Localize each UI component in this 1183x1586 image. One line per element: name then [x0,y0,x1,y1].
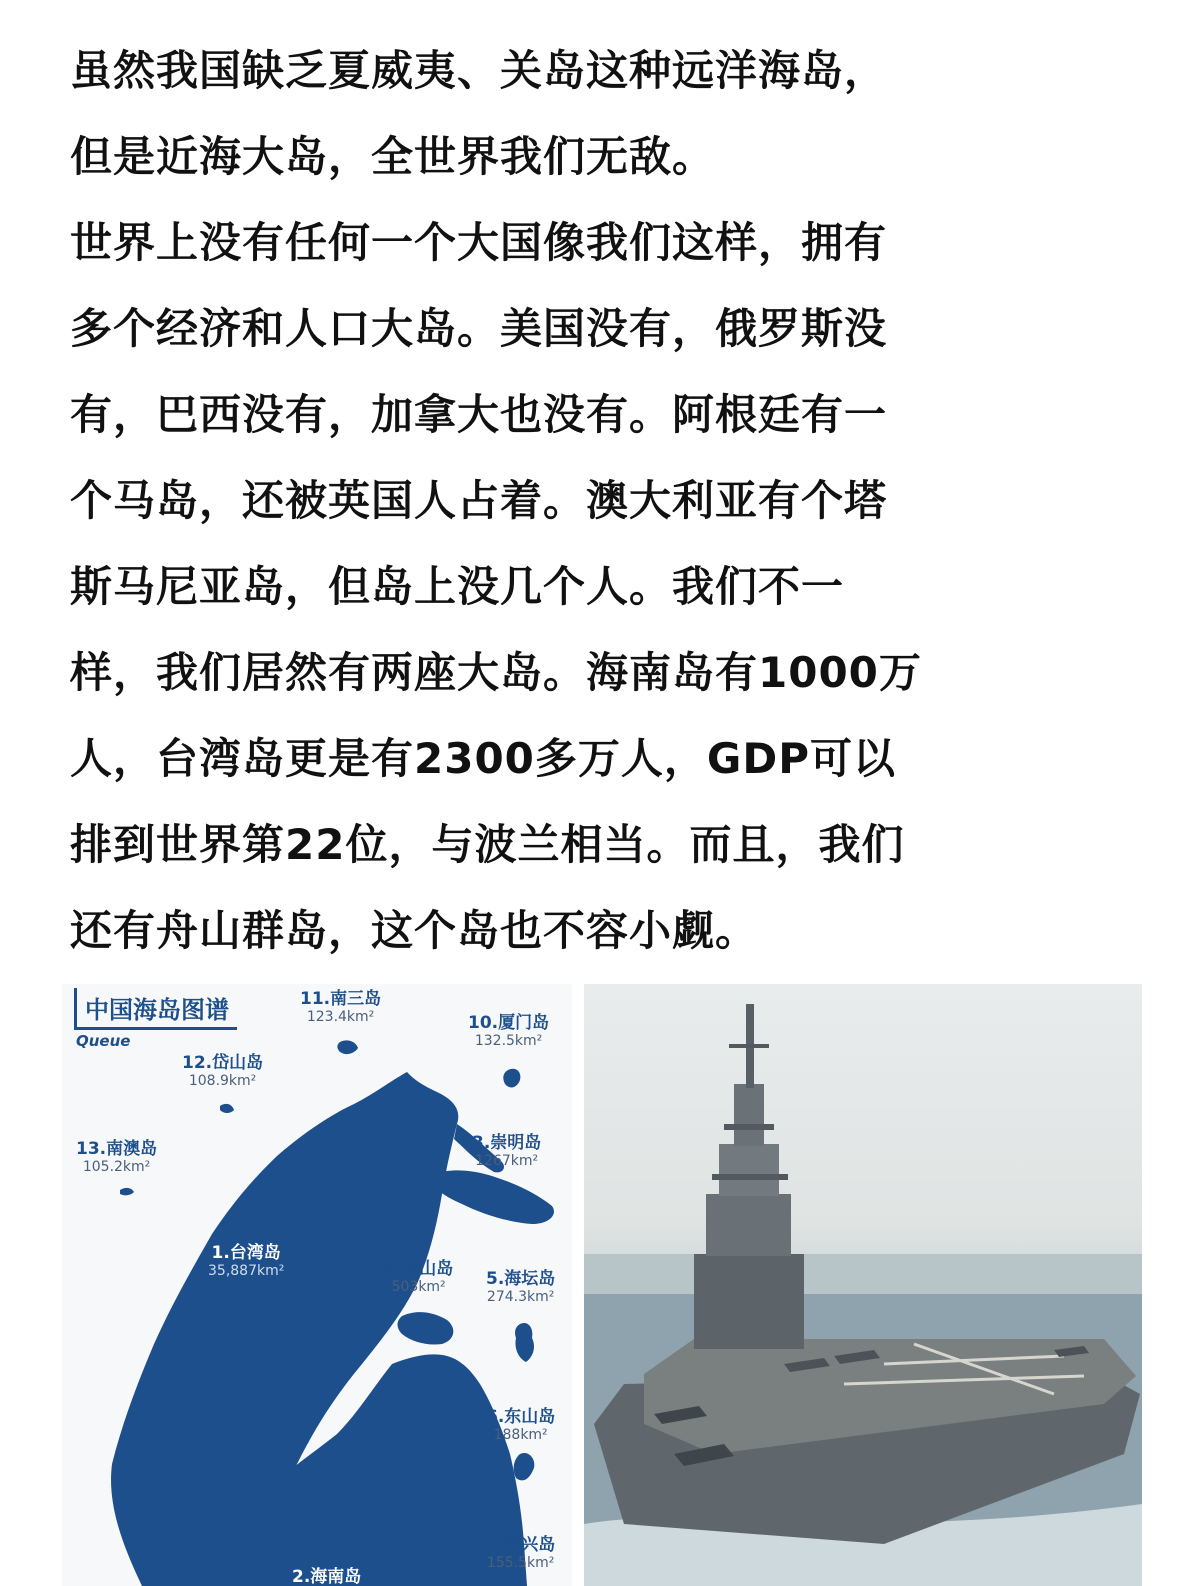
article-line: 斯马尼亚岛，但岛上没几个人。我们不一 [70,562,845,611]
article-text [70,28,1150,974]
article-line: 虽然我国缺乏夏威夷、关岛这种远洋海岛， [70,46,888,95]
island-label-zhoushan: 4.舟山岛 503km² [384,1259,454,1295]
article-line: 样，我们居然有两座大岛。海南岛有1000万 [70,648,922,697]
island-map-image[interactable] [62,984,572,1586]
island-label-xiamen: 10.厦门岛 132.5km² [468,1013,550,1049]
island-chongming-shape [433,1170,554,1224]
island-label-hainan: 2.海南岛 [292,1567,362,1586]
island-label-daishan: 12.岱山岛 108.9km² [182,1053,264,1089]
article-line: 人，台湾岛更是有2300多万人，GDP可以 [70,734,897,783]
article-line: 排到世界第22位，与波兰相当。而且，我们 [70,820,905,869]
island-dongshan-shape [514,1453,535,1480]
article-line: 但是近海大岛，全世界我们无敌。 [70,132,716,181]
article-line: 还有舟山群岛，这个岛也不容小觑。 [70,906,759,955]
island-nansan-shape [337,1040,358,1054]
image-row [62,984,1142,1586]
island-label-haitan: 5.海坛岛 274.3km² [486,1269,556,1305]
island-daishan-shape [220,1104,234,1113]
island-label-taiwan: 1.台湾岛 35,887km² [208,1243,285,1279]
island-label-nanao: 13.南澳岛 105.2km² [76,1139,158,1175]
island-label-nansan: 11.南三岛 123.4km² [300,989,382,1025]
island-haitan-shape [515,1323,534,1362]
aircraft-carrier-photo[interactable] [584,984,1142,1586]
article-line: 世界上没有任何一个大国像我们这样，拥有 [70,218,888,267]
island-xiamen-shape [503,1069,520,1088]
island-zhoushan-shape [398,1312,454,1344]
article-line: 多个经济和人口大岛。美国没有，俄罗斯没 [70,304,888,353]
map-brand-logo: Queue [76,1032,131,1050]
island-label-chongming: 3.崇明岛 1267km² [472,1133,542,1169]
carrier-illustration [584,984,1142,1586]
article-line: 有，巴西没有，加拿大也没有。阿根廷有一 [70,390,888,439]
map-title: 中国海岛图谱 [74,988,237,1030]
island-nanao-shape [120,1188,134,1195]
island-label-dongshan: 6.东山岛 188km² [486,1407,556,1443]
article-line: 个马岛，还被英国人占着。澳大利亚有个塔 [70,476,888,525]
island-label-changxing: 7.长兴岛 155.5km² [486,1535,556,1571]
